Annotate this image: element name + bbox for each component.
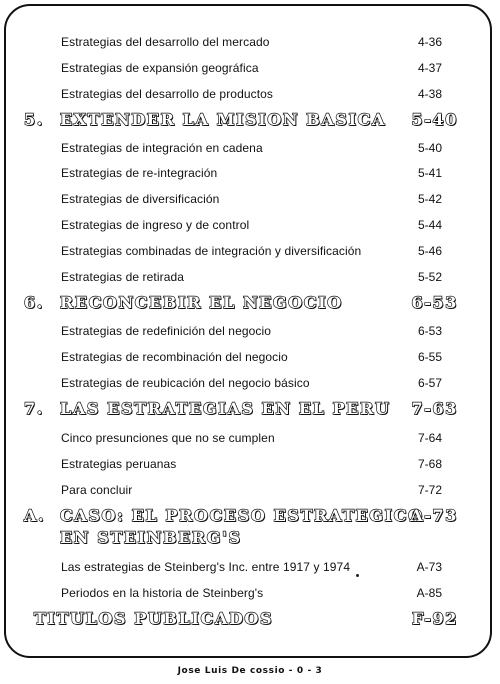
toc-chapter-heading[interactable]	[0, 292, 500, 314]
toc-entry[interactable]	[0, 188, 500, 210]
toc-entry-page: 7-68	[417, 457, 442, 471]
toc-entry[interactable]	[0, 453, 500, 475]
toc-entry[interactable]	[0, 320, 500, 342]
toc-entry-page: 5-46	[417, 244, 442, 258]
toc-entry[interactable]	[0, 214, 500, 236]
chapter-page: 6-53	[411, 293, 458, 312]
toc-entry-page: 4-36	[417, 35, 442, 49]
toc-entry-label: Estrategias del desarrollo del mercado	[61, 35, 270, 49]
chapter-title: CASO: EL PROCESO ESTRATEGICO	[60, 506, 424, 525]
toc-entry-label: Estrategias de recombinación del negocio	[61, 350, 288, 364]
toc-entry-label: Estrategias de integración en cadena	[61, 141, 263, 155]
toc-entry-label: Estrategias de expansión geográfica	[61, 61, 259, 75]
toc-entry[interactable]	[0, 31, 500, 53]
toc-entry-page: 7-72	[417, 483, 442, 497]
toc-entry[interactable]	[0, 427, 500, 449]
toc-entry-label: Estrategias de redefinición del negocio	[61, 324, 272, 338]
toc-entry-page: A-73	[416, 560, 442, 574]
toc-entry[interactable]	[0, 479, 500, 501]
toc-entry-page: 6-55	[417, 350, 442, 364]
toc-entry-label: Periodos en la historia de Steinberg's	[61, 586, 264, 600]
toc-entry-page: 5-44	[417, 218, 442, 232]
toc-entry-page: 5-40	[417, 141, 442, 155]
toc-chapter-heading[interactable]	[0, 608, 500, 630]
chapter-title: TITULOS PUBLICADOS	[34, 609, 274, 628]
toc-chapter-heading-continued	[0, 527, 500, 549]
toc-entry-label: Estrategias de ingreso y de control	[61, 218, 250, 232]
toc-entry[interactable]	[0, 266, 500, 288]
chapter-number: 5.	[24, 110, 44, 129]
toc-entry-page: 4-38	[417, 87, 442, 101]
toc-entry-page: 4-37	[417, 61, 442, 75]
chapter-page: 7-63	[411, 399, 458, 418]
chapter-title: RECONCEBIR EL NEGOCIO	[60, 293, 343, 312]
toc-entry-page: 5-52	[417, 270, 442, 284]
toc-entry-page: 6-57	[417, 376, 442, 390]
toc-entry-page: A-85	[416, 586, 442, 600]
toc-entry[interactable]	[0, 240, 500, 262]
toc-entry[interactable]	[0, 556, 500, 578]
chapter-title: EXTENDER LA MISION BASICA	[60, 110, 386, 129]
speck-mark	[356, 574, 359, 577]
toc-entry-label: Las estrategias de Steinberg's Inc. entre 1917 y 1974	[61, 560, 351, 574]
chapter-number: 6.	[24, 293, 44, 312]
toc-entry-label: Para concluir	[61, 483, 133, 497]
toc-entry-label: Estrategias de reubicación del negocio básico	[61, 376, 310, 390]
toc-entry-label: Estrategias de diversificación	[61, 192, 220, 206]
chapter-page: A-73	[410, 506, 458, 525]
toc-chapter-heading[interactable]	[0, 398, 500, 420]
toc-chapter-heading[interactable]	[0, 109, 500, 131]
toc-entry-page: 6-53	[417, 324, 442, 338]
toc-entry-label: Cinco presunciones que no se cumplen	[61, 431, 275, 445]
chapter-number: 7.	[24, 399, 44, 418]
chapter-page: 5-40	[411, 110, 458, 129]
toc-entry-label: Estrategias combinadas de integración y diversificación	[61, 244, 362, 258]
toc-entry-page: 5-41	[417, 166, 442, 180]
chapter-number: A.	[24, 506, 46, 525]
toc-entry[interactable]	[0, 372, 500, 394]
toc-entry-page: 5-42	[417, 192, 442, 206]
toc-entry[interactable]	[0, 582, 500, 604]
toc-chapter-heading[interactable]	[0, 505, 500, 527]
toc-entry[interactable]	[0, 57, 500, 79]
toc-entry[interactable]	[0, 83, 500, 105]
toc-entry[interactable]	[0, 162, 500, 184]
chapter-title: LAS ESTRATEGIAS EN EL PERU	[60, 399, 391, 418]
toc-entry[interactable]	[0, 137, 500, 159]
toc-entry[interactable]	[0, 346, 500, 368]
page-footer: Jose Luis De cossio - 0 - 3	[177, 666, 323, 676]
toc-entry-page: 7-64	[417, 431, 442, 445]
toc-entry-label: Estrategias del desarrollo de productos	[61, 87, 274, 101]
toc-entry-label: Estrategias de retirada	[61, 270, 185, 284]
toc-entry-label: Estrategias peruanas	[61, 457, 177, 471]
chapter-page: F-92	[412, 609, 458, 628]
toc-entry-label: Estrategias de re-integración	[61, 166, 218, 180]
chapter-title: EN STEINBERG'S	[60, 528, 242, 547]
